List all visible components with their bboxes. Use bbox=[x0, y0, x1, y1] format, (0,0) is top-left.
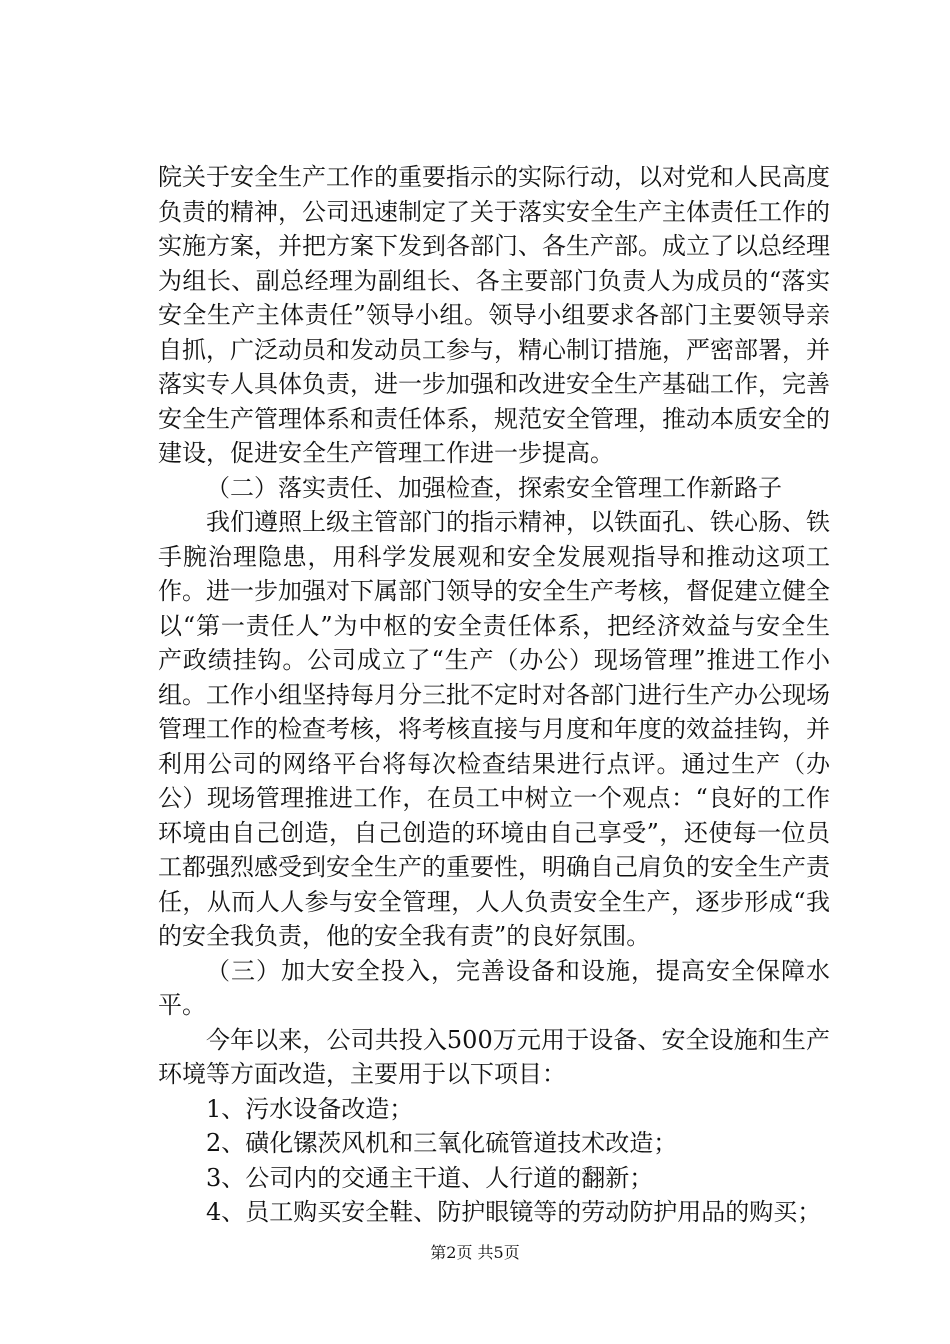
list-item-1: 1、污水设备改造； bbox=[206, 1094, 414, 1123]
paragraph-section-2-body: 我们遵照上级主管部门的指示精神，以铁面孔、铁心肠、铁手腕治理隐患，用科学发展观和安全发展观指导和推动这项工作。进一步加强对下属部门领导的安全生产考核，督促建立健全以“第一责任人”为中枢的安全责任体系，把经济效益与安全生产政绩挂钩。公司成立了“生产（办公）现场管理”推进工作小组。工作小组坚持每月分三批不定时对各部门进行生产办公现场管理工作的检查考核，将考核直接与月度和年度的效益挂钩，并利用公司的网络平台将每次检查结果进行点评。通过生产（办公）现场管理推进工作，在员工中树立一个观点：“良好的工作环境由自己创造，自己创造的环境由自己享受”，还使每一位员工都强烈感受到安全生产的重要性，明确自己肩负的安全生产责任，从而人人参与安全管理，人人负责安全生产，逐步形成“我的安全我负责，他的安全我有责”的良好氛围。 bbox=[158, 508, 830, 950]
list-item-3: 3、公司内的交通主干道、人行道的翻新； bbox=[206, 1163, 654, 1192]
section-heading-3: （三）加大安全投入，完善设备和设施，提高安全保障水平。 bbox=[158, 956, 830, 1019]
section-heading-2: （二）落实责任、加强检查，探索安全管理工作新路子 bbox=[206, 473, 782, 502]
page-number-footer: 第2页 共5页 bbox=[430, 1243, 520, 1262]
document-body bbox=[158, 160, 830, 1230]
paragraph-investment-intro: 今年以来，公司共投入500万元用于设备、安全设施和生产环境等方面改造，主要用于以下项目： bbox=[158, 1025, 830, 1088]
paragraph-intro-continuation: 院关于安全生产工作的重要指示的实际行动，以对党和人民高度负责的精神，公司迅速制定了关于落实安全生产主体责任工作的实施方案，并把方案下发到各部门、各生产部。成立了以总经理为组长、副总经理为副组长、各主要部门负责人为成员的“落实安全生产主体责任”领导小组。领导小组要求各部门主要领导亲自抓，广泛动员和发动员工参与，精心制订措施，严密部署，并落实专人具体负责，进一步加强和改进安全生产基础工作，完善安全生产管理体系和责任体系，规范安全管理，推动本质安全的建设，促进安全生产管理工作进一步提高。 bbox=[158, 163, 830, 467]
list-item-4: 4、员工购买安全鞋、防护眼镜等的劳动防护用品的购买； bbox=[206, 1198, 822, 1226]
list-item-2: 2、磺化镙茨风机和三氧化硫管道技术改造； bbox=[206, 1129, 678, 1157]
